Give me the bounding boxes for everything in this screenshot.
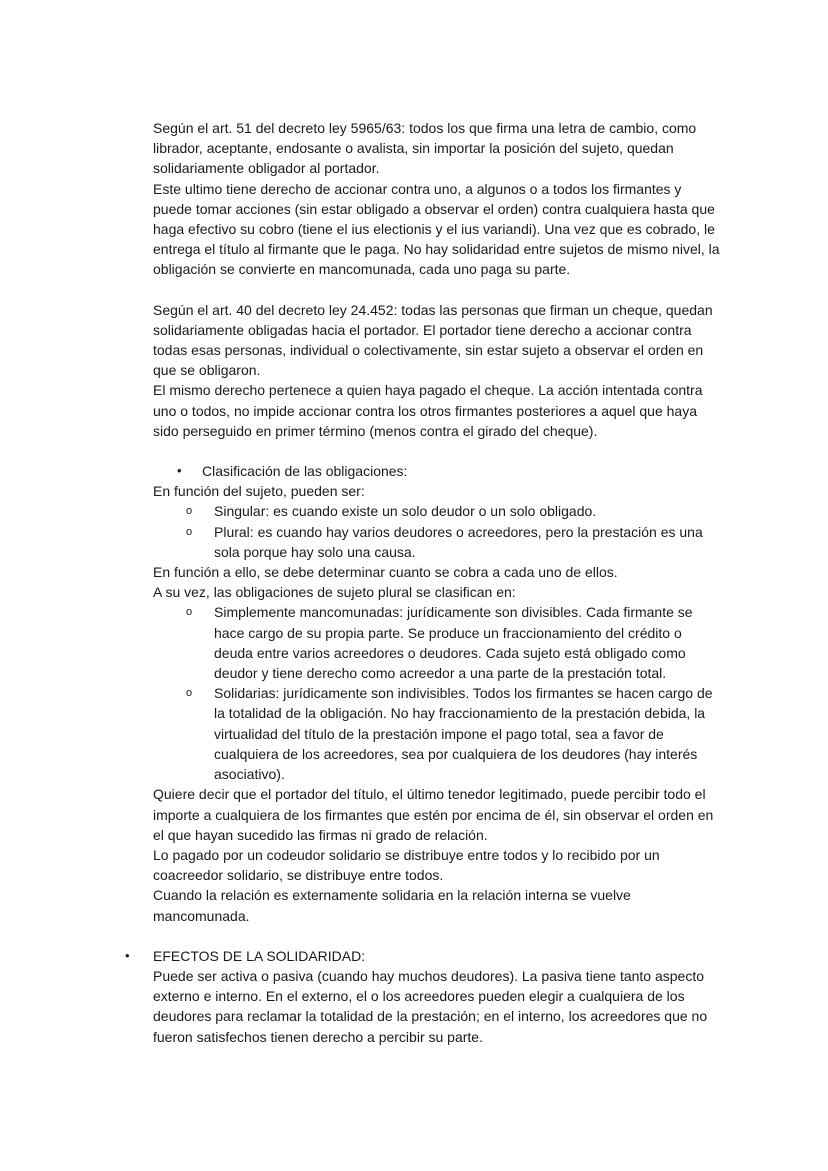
clasificacion-heading: Clasificación de las obligaciones:: [202, 463, 408, 480]
list-item-mancomunadas: [153, 602, 723, 683]
hollow-bullet-icon: o: [186, 606, 193, 619]
tipo-plural: Plural: es cuando hay varios deudores o acreedores, pero la prestación es una sola porque hay solo una causa.: [214, 523, 703, 560]
paragraph-mismo-derecho: El mismo derecho pertenece a quien haya pagado el cheque. La acción intentada contra uno o todos, no impide accionar contra los otros firmantes posteriores a aquel que haya sido perseguido en primer término (menos contra el girado del cheque).: [153, 382, 703, 439]
document-body: [125, 118, 723, 1047]
hollow-bullet-icon: o: [186, 525, 193, 538]
clasificacion-intro: En función del sujeto, pueden ser:: [153, 483, 365, 500]
list-item-efectos: [125, 946, 723, 1047]
bullet-icon: •: [177, 463, 182, 479]
paragraph-art51: Según el art. 51 del decreto ley 5965/63: todos los que firma una letra de cambio, como librador, aceptante, endosante o avalista, sin importar la posición del sujeto, quedan solidariamente obligador al portador.: [153, 120, 697, 177]
paragraph-portador-derecho: Este ultimo tiene derecho de accionar contra uno, a algunos o a todos los firmantes y puede tomar acciones (sin estar obligado a observar el orden) contra cualquiera hasta que haga efectivo su cobro (tiene el ius electionis y el ius variandi). Una vez que es cobrado, le entrega el título al firmante que le paga. No hay solidaridad entre sujetos de mismo nivel, la obligación se convierte en mancomunada, cada uno paga su parte.: [153, 180, 720, 278]
clasificacion-line2: A su vez, las obligaciones de sujeto plural se clasifican en:: [153, 584, 516, 601]
plural-mancomunadas: Simplemente mancomunadas: jurídicamente son divisibles. Cada firmante se hace cargo de su propia parte. Se produce un fraccionamiento del crédito o deuda entre varios acreedores o deudores. Cada sujeto está obligado como deudor y tiene derecho como acreedor a una parte de la prestación total.: [214, 604, 693, 682]
paragraph-art40: Según el art. 40 del decreto ley 24.452: todas las personas que firman un cheque, quedan solidariamente obligadas hacia el portador. El portador tiene derecho a accionar contra todas esas personas, individual o colectivamente, sin estar sujeto a observar el orden en que se obligaron.: [153, 301, 713, 379]
paragraph-quiere-decir: Quiere decir que el portador del título, el último tenedor legitimado, puede percibir todo el importe a cualquiera de los firmantes que estén por encima de él, sin observar el orden en el que hayan sucedido las firmas ni grado de relación.: [153, 786, 714, 843]
hollow-bullet-icon: o: [186, 687, 193, 700]
list-item-clasificacion: [153, 461, 723, 481]
list-item-solidarias: [153, 683, 723, 784]
plural-solidarias: Solidarias: jurídicamente son indivisibles. Todos los firmantes se hacen cargo de la totalidad de la obligación. No hay fraccionamiento de la prestación debida, la virtualidad del título de la prestación impone el pago total, sea a favor de cualquiera de los acreedores, sea por cualquiera de los deudores (hay interés asociativo).: [214, 685, 713, 783]
bullet-icon: •: [125, 947, 130, 963]
paragraph-relacion: Cuando la relación es externamente solidaria en la relación interna se vuelve mancomunada.: [153, 887, 631, 924]
efectos-heading: EFECTOS DE LA SOLIDARIDAD:: [153, 947, 366, 964]
paragraph-lo-pagado: Lo pagado por un codeudor solidario se distribuye entre todos y lo recibido por un coacreedor solidario, se distribuye entre todos.: [153, 846, 660, 884]
hollow-bullet-icon: o: [186, 505, 193, 518]
tipo-singular: Singular: es cuando existe un solo deudor o un solo obligado.: [214, 503, 597, 520]
list-item-singular: [153, 501, 723, 521]
efectos-text: Puede ser activa o pasiva (cuando hay muchos deudores). La pasiva tiene tanto aspecto externo e interno. En el externo, el o los acreedores pueden elegir a cualquiera de los deudores para reclamar la totalidad de la prestación; en el interno, los acreedores que no fueron satisfechos tienen derecho a percibir su parte.: [153, 967, 708, 1045]
list-item-plural: [153, 522, 723, 562]
clasificacion-line1: En función a ello, se debe determinar cuanto se cobra a cada uno de ellos.: [153, 564, 618, 581]
